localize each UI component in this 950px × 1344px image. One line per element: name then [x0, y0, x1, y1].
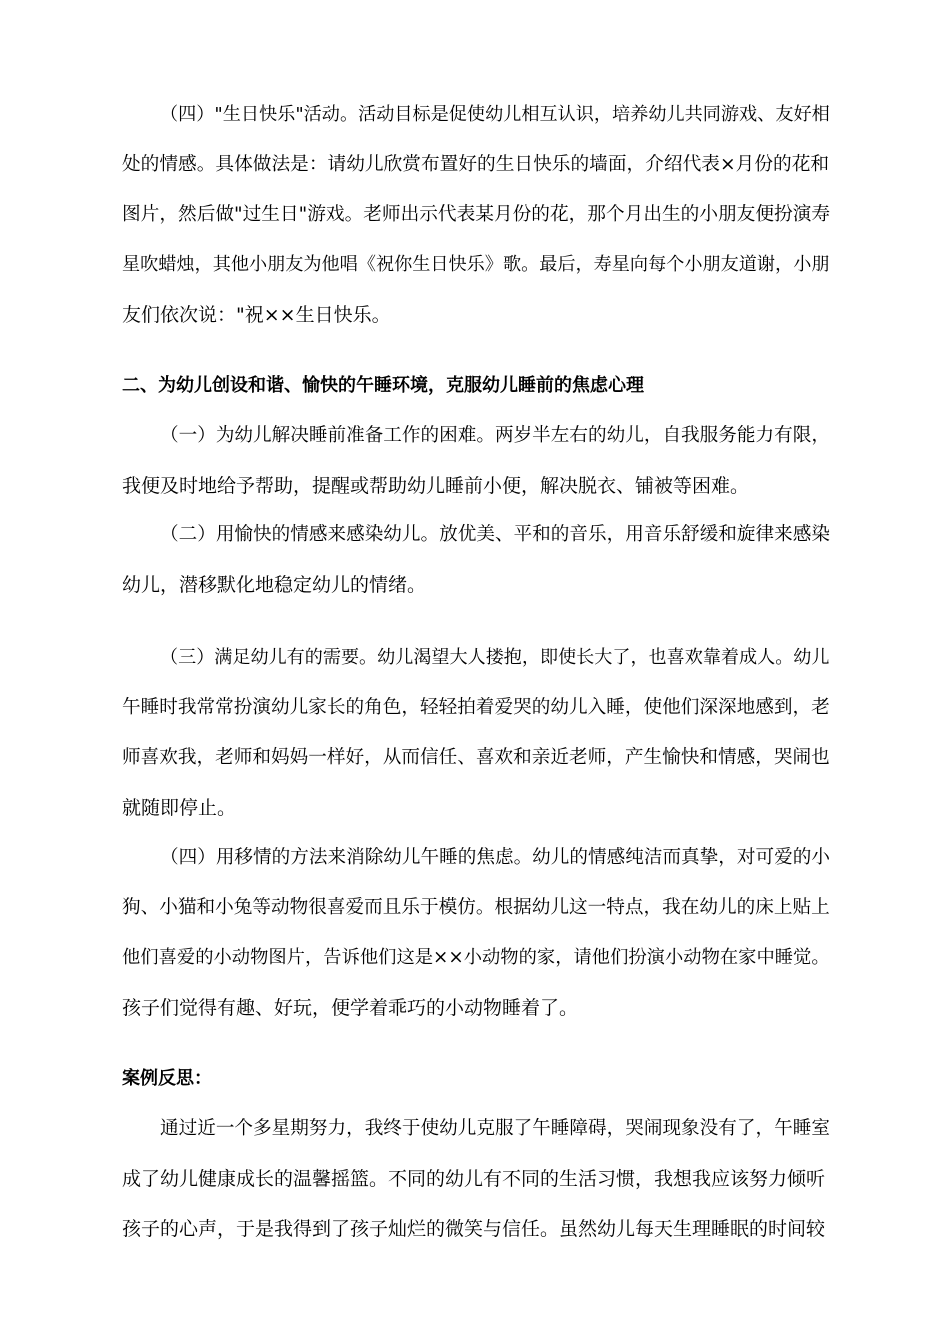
paragraph-line: 他们喜爱的小动物图片，告诉他们这是××小动物的家，请他们扮演小动物在家中睡觉。 [122, 947, 830, 968]
paragraph-line: 孩子的心声，于是我得到了孩子灿烂的微笑与信任。虽然幼儿每天生理睡眠的时间较 [122, 1218, 826, 1240]
paragraph-line: （二）用愉快的情感来感染幼儿。放优美、平和的音乐，用音乐舒缓和旋律来感染 [160, 524, 830, 545]
paragraph-line: （四）用移情的方法来消除幼儿午睡的焦虑。幼儿的情感纯洁而真挚，对可爱的小 [160, 847, 830, 868]
paragraph-line: 孩子们觉得有趣、好玩，便学着乖巧的小动物睡着了。 [122, 997, 579, 1019]
paragraph-line: 通过近一个多星期努力，我终于使幼儿克服了午睡障碍，哭闹现象没有了，午睡室 [160, 1118, 830, 1139]
reflection-heading: 案例反思： [122, 1068, 212, 1089]
section-heading: 二、为幼儿创设和谐、愉快的午睡环境，克服幼儿睡前的焦虑心理 [122, 375, 644, 396]
paragraph-line: 星吹蜡烛，其他小朋友为他唱《祝你生日快乐》歌。最后，寿星向每个小朋友道谢，小朋 [122, 254, 830, 275]
paragraph-line: （三）满足幼儿有的需要。幼儿渴望大人搂抱，即使长大了，也喜欢靠着成人。幼儿 [160, 647, 830, 668]
paragraph-line: 幼儿，潜移默化地稳定幼儿的情绪。 [122, 574, 427, 596]
paragraph-line: （一）为幼儿解决睡前准备工作的困难。两岁半左右的幼儿，自我服务能力有限， [160, 425, 830, 446]
paragraph-line: 师喜欢我，老师和妈妈一样好，从而信任、喜欢和亲近老师，产生愉快和情感，哭闹也 [122, 747, 830, 768]
paragraph-line: 友们依次说："祝××生日快乐。 [122, 304, 391, 326]
paragraph-line: 狗、小猫和小兔等动物很喜爱而且乐于模仿。根据幼儿这一特点，我在幼儿的床上贴上 [122, 897, 830, 918]
paragraph-line: 午睡时我常常扮演幼儿家长的角色，轻轻拍着爱哭的幼儿入睡，使他们深深地感到，老 [122, 697, 830, 718]
paragraph-line: 我便及时地给予帮助，提醒或帮助幼儿睡前小便，解决脱衣、铺被等困难。 [122, 475, 750, 497]
paragraph-line: （四）"生日快乐"活动。活动目标是促使幼儿相互认识，培养幼儿共同游戏、友好相 [160, 104, 830, 125]
paragraph-line: 就随即停止。 [122, 797, 237, 819]
paragraph-line: 处的情感。具体做法是：请幼儿欣赏布置好的生日快乐的墙面，介绍代表×月份的花和 [122, 154, 830, 175]
paragraph-line: 图片，然后做"过生日"游戏。老师出示代表某月份的花，那个月出生的小朋友便扮演寿 [122, 204, 831, 225]
paragraph-line: 成了幼儿健康成长的温馨摇篮。不同的幼儿有不同的生活习惯，我想我应该努力倾听 [122, 1168, 826, 1190]
